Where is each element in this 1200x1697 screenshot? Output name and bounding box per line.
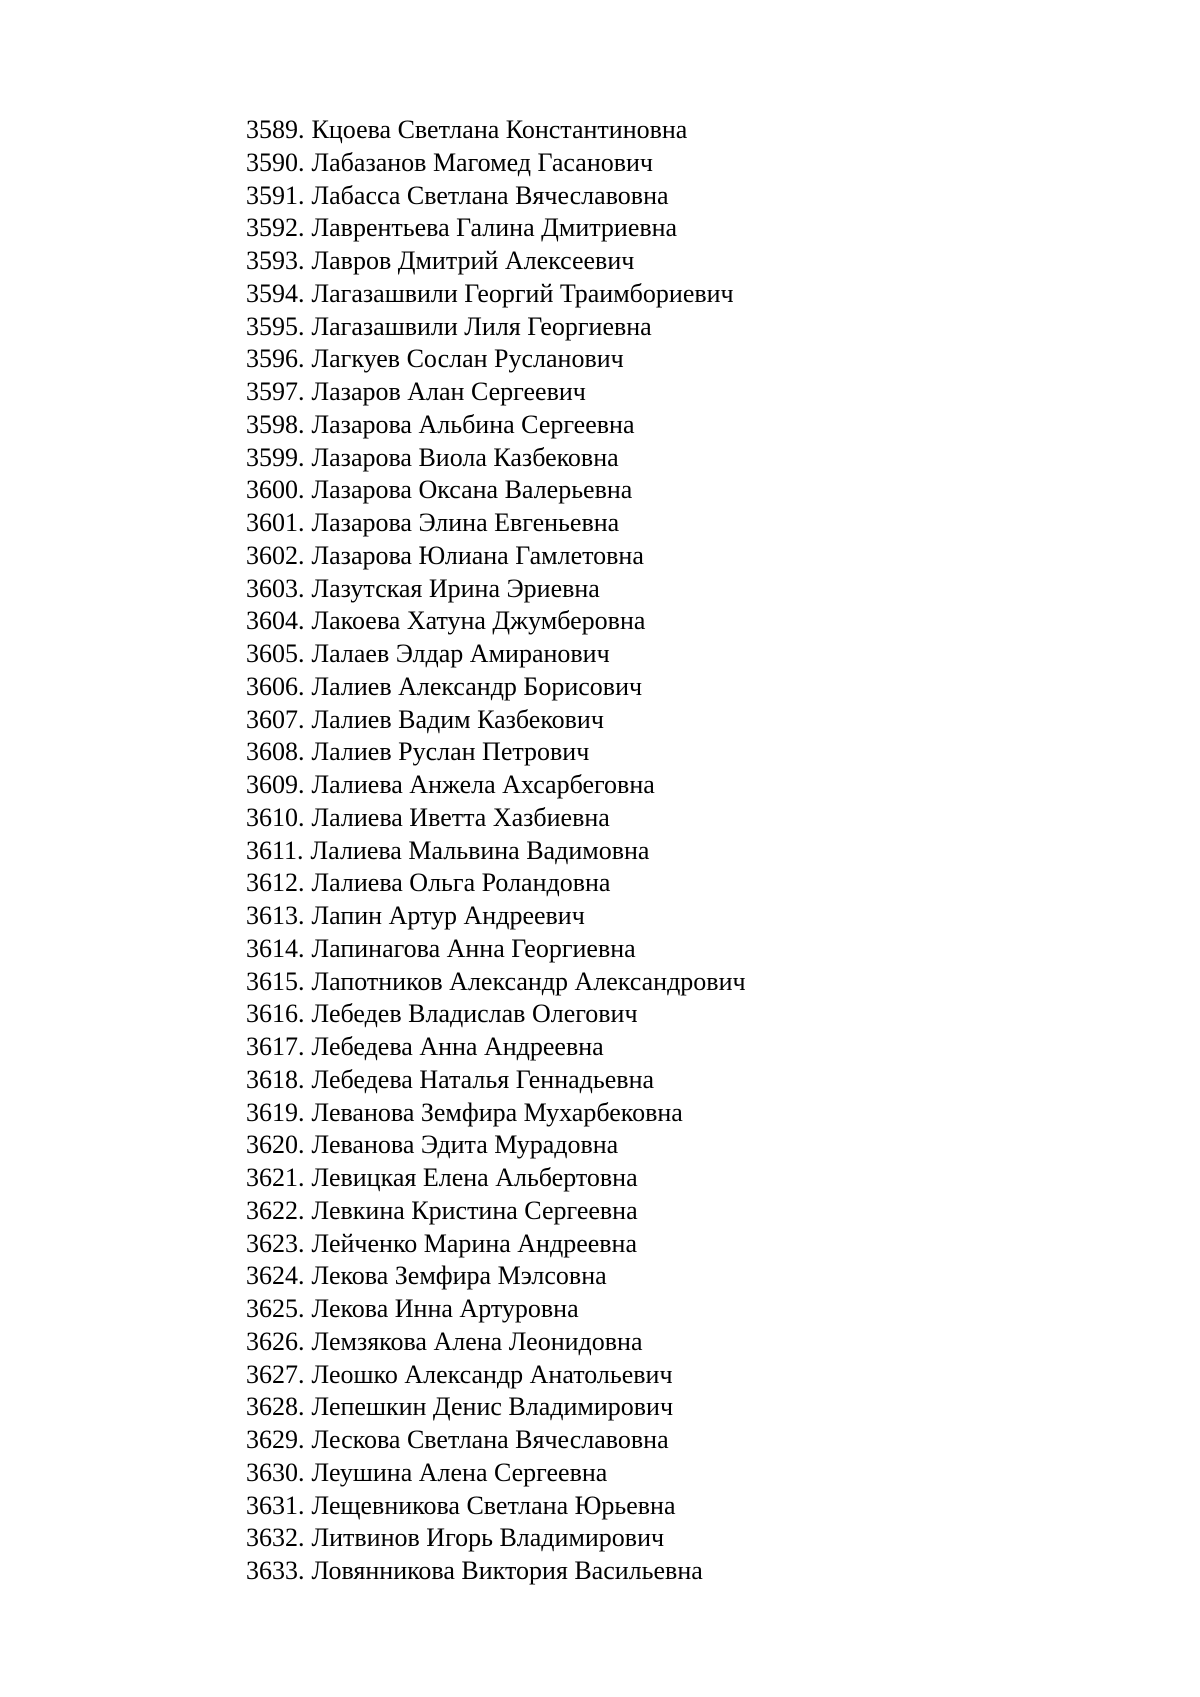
entry-number: 3598. (246, 409, 305, 439)
entry-name: Лакоева Хатуна Джумберовна (311, 606, 646, 636)
entry-number: 3623. (246, 1228, 305, 1258)
entry-number: 3592. (246, 213, 305, 243)
name-list (246, 114, 746, 1588)
list-item (246, 1326, 746, 1359)
list-item (246, 147, 746, 180)
entry-name: Лапинагова Анна Георгиевна (311, 933, 636, 963)
entry-name: Лещевникова Светлана Юрьевна (311, 1490, 676, 1520)
entry-number: 3626. (246, 1326, 305, 1356)
entry-name: Лалиев Руслан Петрович (311, 737, 590, 767)
entry-number: 3595. (246, 311, 305, 341)
entry-name: Лалаев Элдар Амиранович (311, 639, 610, 668)
entry-number: 3591. (246, 180, 305, 210)
list-item (246, 1293, 746, 1326)
entry-name: Лазарова Виола Казбековна (311, 442, 619, 472)
entry-name: Лазарова Элина Евгеньевна (311, 508, 620, 537)
list-item (246, 605, 746, 638)
entry-number: 3602. (246, 540, 305, 570)
entry-number: 3597. (246, 377, 305, 406)
entry-name: Лемзякова Алена Леонидовна (311, 1326, 643, 1356)
entry-name: Лекова Инна Артуровна (311, 1294, 579, 1323)
list-item (246, 507, 746, 540)
list-item (246, 343, 746, 376)
list-item (246, 573, 746, 606)
list-item (246, 409, 746, 442)
list-item (246, 998, 746, 1031)
list-item (246, 376, 746, 409)
entry-number: 3621. (246, 1163, 305, 1192)
entry-number: 3627. (246, 1359, 305, 1389)
entry-name: Лалиев Вадим Казбекович (311, 704, 604, 734)
entry-number: 3605. (246, 639, 305, 668)
list-item (246, 1490, 746, 1523)
entry-name: Лазутская Ирина Эриевна (311, 573, 600, 603)
entry-name: Лабазанов Магомед Гасанович (311, 147, 654, 177)
entry-number: 3600. (246, 475, 305, 505)
entry-name: Лазарова Альбина Сергеевна (311, 409, 635, 439)
list-item (246, 245, 746, 278)
entry-number: 3620. (246, 1130, 305, 1160)
entry-number: 3606. (246, 671, 305, 701)
list-item (246, 1195, 746, 1228)
entry-name: Лазарова Оксана Валерьевна (311, 475, 633, 505)
entry-number: 3608. (246, 737, 305, 767)
list-item (246, 835, 746, 868)
list-item (246, 769, 746, 802)
entry-name: Левкина Кристина Сергеевна (311, 1195, 638, 1225)
list-item (246, 474, 746, 507)
list-item (246, 704, 746, 737)
entry-number: 3601. (246, 508, 305, 537)
entry-number: 3607. (246, 704, 305, 734)
list-item (246, 933, 746, 966)
entry-name: Лагазашвили Лиля Георгиевна (311, 311, 652, 341)
entry-name: Лейченко Марина Андреевна (311, 1228, 638, 1258)
entry-name: Лалиев Александр Борисович (311, 671, 643, 701)
entry-name: Лебедев Владислав Олегович (311, 999, 638, 1029)
list-item (246, 1129, 746, 1162)
entry-number: 3632. (246, 1523, 305, 1553)
list-item (246, 638, 746, 671)
list-item (246, 1097, 746, 1130)
list-item (246, 1064, 746, 1097)
entry-name: Лагазашвили Георгий Траимбориевич (311, 278, 734, 308)
entry-name: Лалиева Анжела Ахсарбеговна (311, 770, 655, 799)
entry-name: Литвинов Игорь Владимирович (311, 1523, 665, 1553)
entry-name: Лаврентьева Галина Дмитриевна (311, 213, 678, 243)
entry-number: 3630. (246, 1457, 305, 1487)
list-item (246, 1162, 746, 1195)
list-item (246, 1424, 746, 1457)
entry-number: 3616. (246, 999, 305, 1029)
entry-name: Леушина Алена Сергеевна (311, 1457, 608, 1487)
entry-name: Левицкая Елена Альбертовна (311, 1163, 638, 1192)
entry-number: 3615. (246, 966, 305, 996)
list-item (246, 540, 746, 573)
list-item (246, 180, 746, 213)
entry-number: 3603. (246, 573, 305, 603)
entry-name: Леошко Александр Анатольевич (311, 1359, 673, 1389)
list-item (246, 212, 746, 245)
list-item (246, 966, 746, 999)
list-item (246, 867, 746, 900)
list-item (246, 1359, 746, 1392)
list-item (246, 736, 746, 769)
entry-number: 3614. (246, 933, 305, 963)
entry-name: Лескова Светлана Вячеславовна (311, 1425, 669, 1454)
entry-number: 3604. (246, 606, 305, 636)
entry-name: Лалиева Иветта Хазбиевна (311, 802, 610, 832)
entry-name: Лазарова Юлиана Гамлетовна (311, 540, 644, 570)
entry-number: 3625. (246, 1294, 305, 1323)
entry-number: 3612. (246, 868, 305, 898)
entry-name: Кцоева Светлана Константиновна (311, 115, 688, 144)
list-item (246, 311, 746, 344)
list-item (246, 114, 746, 147)
list-item (246, 1391, 746, 1424)
entry-name: Лапотников Александр Александрович (311, 966, 746, 996)
list-item (246, 1031, 746, 1064)
entry-name: Леванова Эдита Мурадовна (311, 1130, 619, 1160)
entry-number: 3622. (246, 1195, 305, 1225)
entry-number: 3611. (246, 835, 304, 865)
entry-number: 3633. (246, 1556, 305, 1585)
entry-number: 3618. (246, 1064, 305, 1094)
entry-number: 3624. (246, 1261, 305, 1291)
entry-number: 3609. (246, 770, 305, 799)
entry-name: Лепешкин Денис Владимирович (311, 1392, 674, 1422)
list-item (246, 278, 746, 311)
entry-name: Лавров Дмитрий Алексеевич (311, 246, 635, 275)
entry-name: Лебедева Анна Андреевна (311, 1032, 604, 1061)
entry-number: 3610. (246, 802, 305, 832)
list-item (246, 1522, 746, 1555)
entry-number: 3613. (246, 901, 305, 930)
list-item (246, 802, 746, 835)
entry-number: 3628. (246, 1392, 305, 1422)
list-item (246, 671, 746, 704)
entry-number: 3596. (246, 344, 305, 374)
entry-number: 3631. (246, 1490, 305, 1520)
entry-number: 3617. (246, 1032, 305, 1061)
entry-name: Лалиева Мальвина Вадимовна (310, 835, 650, 865)
list-item (246, 1228, 746, 1261)
entry-number: 3590. (246, 147, 305, 177)
entry-number: 3593. (246, 246, 305, 275)
entry-name: Лебедева Наталья Геннадьевна (311, 1064, 655, 1094)
entry-name: Лазаров Алан Сергеевич (311, 377, 586, 406)
list-item (246, 900, 746, 933)
entry-name: Лалиева Ольга Роландовна (311, 868, 611, 898)
entry-name: Лекова Земфира Мэлсовна (311, 1261, 607, 1291)
entry-number: 3629. (246, 1425, 305, 1454)
entry-number: 3599. (246, 442, 305, 472)
list-item (246, 442, 746, 475)
entry-name: Ловянникова Виктория Васильевна (311, 1556, 703, 1585)
list-item (246, 1260, 746, 1293)
entry-number: 3619. (246, 1097, 305, 1127)
entry-name: Леванова Земфира Мухарбековна (311, 1097, 683, 1127)
entry-name: Лапин Артур Андреевич (311, 901, 585, 930)
entry-name: Лабасса Светлана Вячеславовна (311, 180, 669, 210)
list-item (246, 1555, 746, 1588)
entry-name: Лагкуев Сослан Русланович (311, 344, 624, 374)
entry-number: 3589. (246, 115, 305, 144)
list-item (246, 1457, 746, 1490)
entry-number: 3594. (246, 278, 305, 308)
